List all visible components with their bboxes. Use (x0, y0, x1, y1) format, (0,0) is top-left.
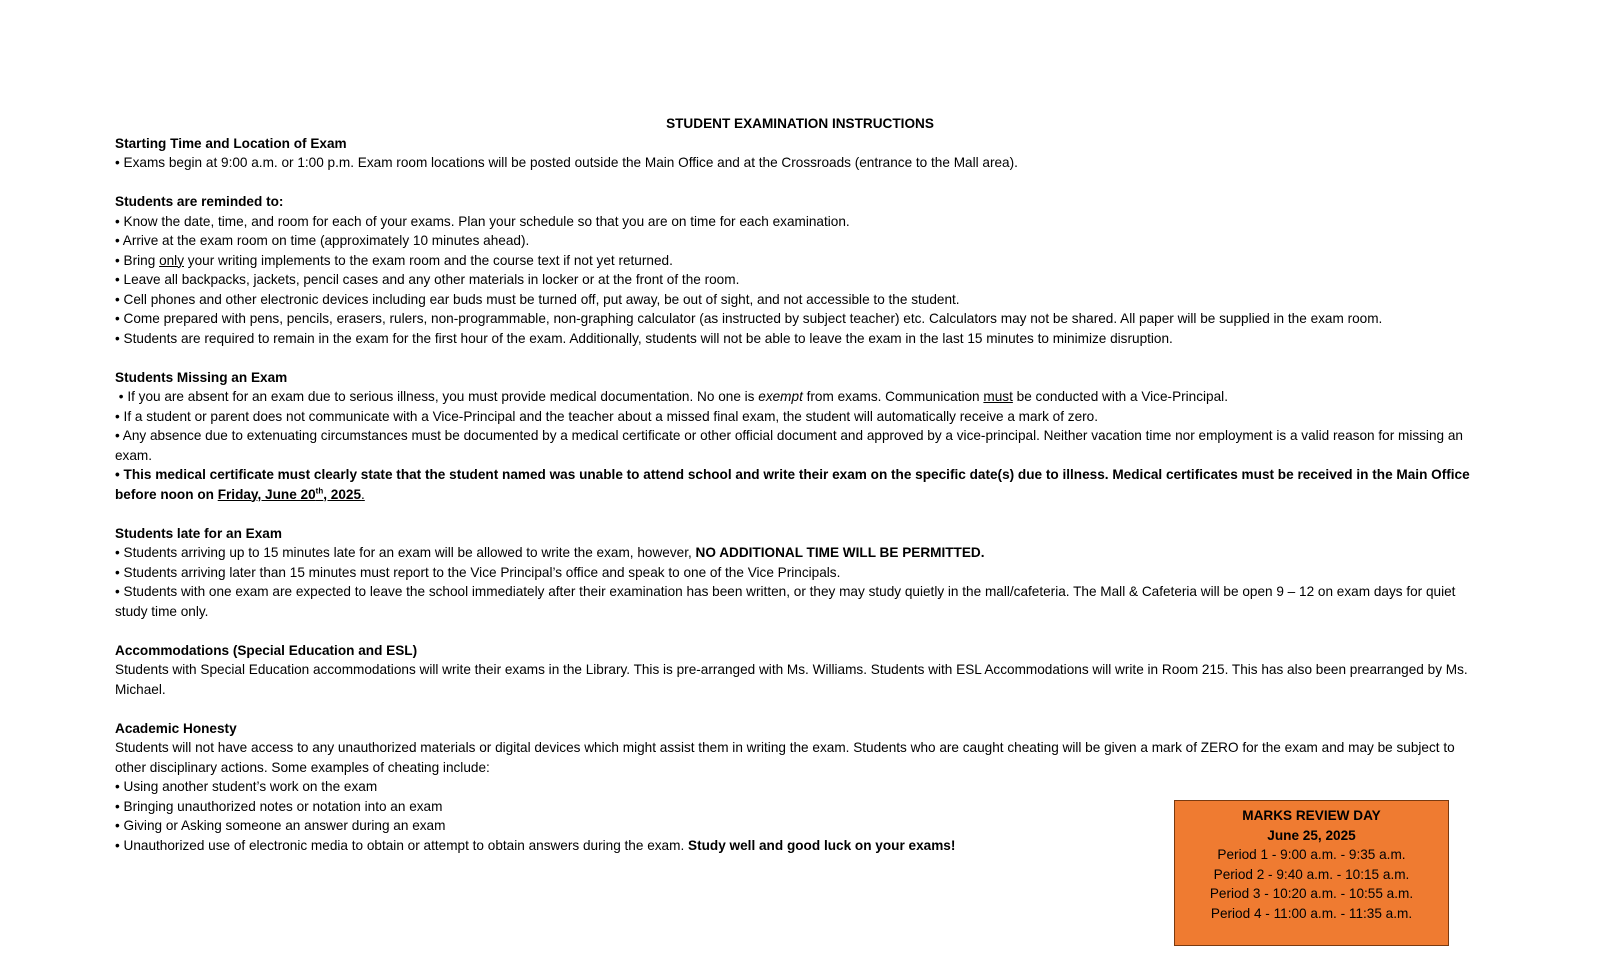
honesty-line-3: • Bringing unauthorized notes or notation into an exam (115, 798, 443, 814)
deadline-date: Friday, June 20th, 2025 (217, 485, 362, 502)
marks-review-date: June 25, 2025 (1267, 827, 1356, 843)
section-heading-missing: Students Missing an Exam (115, 369, 288, 385)
missing-line-3: • Any absence due to extenuating circumstances must be documented by a medical certificate or other official document and approved by a vice-principal. Neither vacation time nor employment is a valid reason for missing an exam. (115, 428, 1463, 463)
honesty-line-4: • Giving or Asking someone an answer during an exam (115, 818, 446, 833)
reminded-line-7: • Students are required to remain in the exam for the first hour of the exam. Additionally, students will not be able to leave the exam in the last 15 minutes to minimize disruption. (115, 330, 1173, 346)
page-title: STUDENT EXAMINATION INSTRUCTIONS (666, 116, 934, 131)
accommodations-line-1: Students with Special Education accommodations will write their exams in the Library. This is pre-arranged with Ms. Williams. Students with ESL Accommodations will write in Room 215. This has also been prearranged by Ms. Michael. (115, 662, 1468, 697)
only-emphasis: only (159, 252, 184, 268)
missing-line-4: • This medical certificate must clearly state that the student named was unable to attend school and write their exam on the specific date(s) due to illness. Medical certificates must be received in the Main Office before noon on Friday, June 20th, 2025. (115, 467, 1470, 502)
late-line-1: • Students arriving up to 15 minutes late for an exam will be allowed to write the exam, however, NO ADDITIONAL TIME WILL BE PERMITTED. (115, 545, 985, 560)
reminded-line-4: • Leave all backpacks, jackets, pencil cases and any other materials in locker or at the front of the room. (115, 272, 740, 287)
period-1: Period 1 - 9:00 a.m. - 9:35 a.m. (1217, 847, 1406, 862)
section-heading-accommodations: Accommodations (Special Education and ESL) (115, 642, 418, 658)
reminded-line-3: • Bring only your writing implements to the exam room and the course text if not yet returned. (115, 252, 673, 268)
must-emphasis: must (983, 389, 1013, 404)
late-line-3: • Students with one exam are expected to leave the school immediately after their examination has been written, or they may study quietly in the mall/cafeteria. The Mall & Cafeteria will be open 9 – 12 on exam days for quiet study time only. (115, 584, 1456, 619)
honesty-line-5: • Unauthorized use of electronic media to obtain or attempt to obtain answers during the exam. Study well and good luck on your exams! (115, 837, 956, 853)
section-heading-honesty: Academic Honesty (115, 720, 237, 736)
start-line-1: • Exams begin at 9:00 a.m. or 1:00 p.m. Exam room locations will be posted outside the Main Office and at the Crossroads (entrance to the Mall area). (115, 155, 1018, 170)
reminded-line-5: • Cell phones and other electronic devices including ear buds must be turned off, put away, be out of sight, and not accessible to the student. (115, 291, 960, 307)
document-body (115, 114, 1485, 855)
section-heading-late: Students late for an Exam (115, 525, 282, 541)
late-line-2: • Students arriving later than 15 minutes must report to the Vice Principal’s office and speak to one of the Vice Principals. (115, 564, 841, 580)
honesty-line-2: • Using another student’s work on the exam (115, 779, 378, 794)
period-2: Period 2 - 9:40 a.m. - 10:15 a.m. (1213, 866, 1410, 882)
missing-line-1: • If you are absent for an exam due to serious illness, you must provide medical documentation. No one is exempt from exams. Communication must be conducted with a Vice-Principal. (115, 389, 1228, 404)
honesty-line-1: Students will not have access to any unauthorized materials or digital devices which might assist them in writing the exam. Students who are caught cheating will be given a mark of ZERO for the exam and may be subject to other disciplinary actions. Some examples of cheating include: (115, 740, 1455, 775)
missing-line-2: • If a student or parent does not communicate with a Vice-Principal and the teacher about a missed final exam, the student will automatically receive a mark of zero. (115, 408, 1099, 424)
marks-review-box (1174, 800, 1449, 946)
reminded-line-6: • Come prepared with pens, pencils, erasers, rulers, non-programmable, non-graphing calculator (as instructed by subject teacher) etc. Calculators may not be shared. All paper will be supplied in the exam room. (115, 311, 1383, 326)
reminded-line-2: • Arrive at the exam room on time (approximately 10 minutes ahead). (115, 233, 530, 248)
section-heading-start: Starting Time and Location of Exam (115, 135, 347, 151)
no-additional-time-notice: NO ADDITIONAL TIME WILL BE PERMITTED. (695, 545, 985, 560)
exempt-emphasis: exempt (758, 389, 803, 404)
marks-review-title: MARKS REVIEW DAY (1242, 808, 1381, 823)
section-heading-reminded: Students are reminded to: (115, 194, 284, 209)
reminded-line-1: • Know the date, time, and room for each of your exams. Plan your schedule so that you are on time for each examination. (115, 213, 850, 229)
period-3: Period 3 - 10:20 a.m. - 10:55 a.m. (1209, 886, 1414, 901)
period-4: Period 4 - 11:00 a.m. - 11:35 a.m. (1210, 905, 1413, 921)
good-luck-message: Study well and good luck on your exams! (688, 837, 956, 853)
